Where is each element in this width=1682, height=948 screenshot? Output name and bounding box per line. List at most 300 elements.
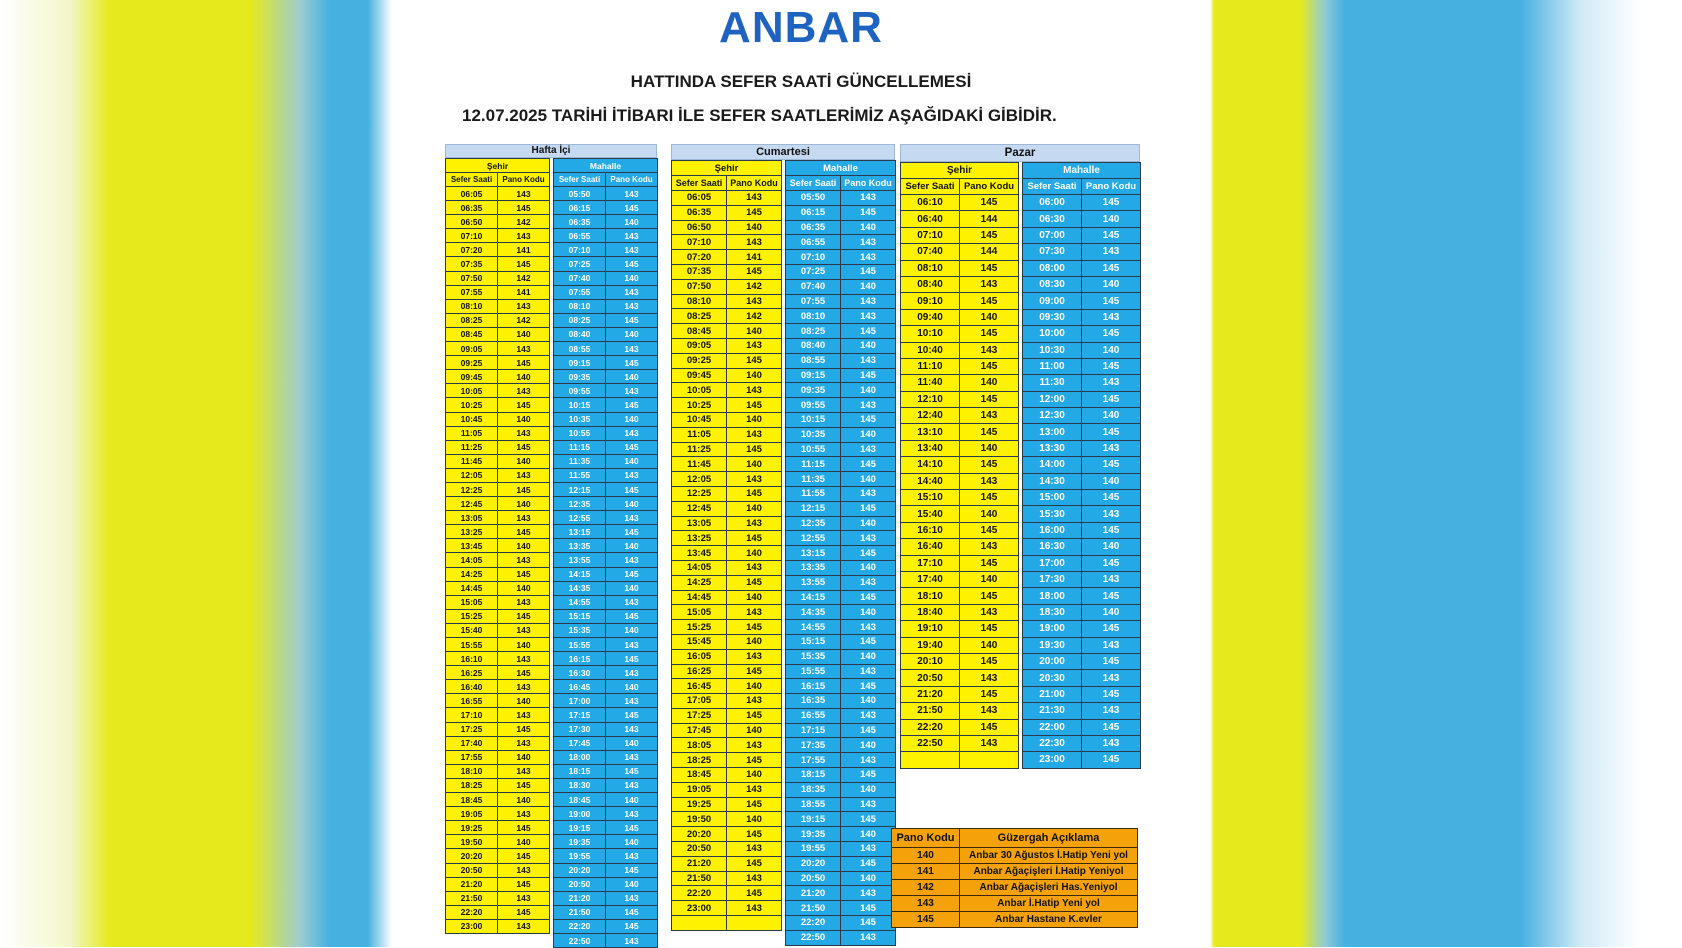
table-row bbox=[672, 324, 782, 339]
table-row bbox=[672, 546, 782, 561]
departure-time: 08:25 bbox=[446, 313, 498, 327]
table-row bbox=[901, 309, 1019, 325]
departure-time: 07:40 bbox=[554, 271, 606, 285]
table-row bbox=[554, 271, 658, 285]
departure-time: 21:20 bbox=[446, 877, 498, 891]
departure-time: 18:00 bbox=[1023, 588, 1082, 604]
departure-time: 18:30 bbox=[1023, 604, 1082, 620]
table-row bbox=[786, 338, 896, 353]
route-code: 143 bbox=[1082, 506, 1141, 522]
route-code: 140 bbox=[606, 370, 658, 384]
group-label: Mahalle bbox=[786, 161, 896, 176]
route-code: 145 bbox=[1082, 195, 1141, 211]
departure-time: 07:00 bbox=[1023, 227, 1082, 243]
route-code: 145 bbox=[727, 575, 782, 590]
departure-time: 06:05 bbox=[446, 187, 498, 201]
day-header: Pazar bbox=[900, 144, 1140, 162]
route-code: 143 bbox=[498, 680, 550, 694]
departure-time: 09:55 bbox=[554, 384, 606, 398]
departure-time: 07:40 bbox=[901, 244, 960, 260]
table-row bbox=[1023, 522, 1141, 538]
table-row bbox=[1023, 276, 1141, 292]
departure-time: 18:25 bbox=[446, 778, 498, 792]
route-code: 145 bbox=[727, 886, 782, 901]
route-code: 140 bbox=[498, 327, 550, 341]
table-row bbox=[554, 793, 658, 807]
route-code: 140 bbox=[960, 309, 1019, 325]
route-code: 145 bbox=[606, 652, 658, 666]
route-code: 145 bbox=[841, 812, 896, 827]
table-row bbox=[1023, 571, 1141, 587]
route-code: 143 bbox=[841, 575, 896, 590]
route-code: 140 bbox=[841, 827, 896, 842]
departure-time: 20:50 bbox=[554, 877, 606, 891]
route-code: 143 bbox=[1082, 637, 1141, 653]
route-code: 140 bbox=[606, 539, 658, 553]
route-code: 143 bbox=[727, 605, 782, 620]
table-row bbox=[901, 539, 1019, 555]
departure-time: 07:55 bbox=[554, 285, 606, 299]
departure-time: 17:55 bbox=[786, 753, 841, 768]
table-row bbox=[446, 342, 550, 356]
route-code: 140 bbox=[1082, 473, 1141, 489]
departure-time: 19:55 bbox=[554, 849, 606, 863]
table-row bbox=[672, 901, 782, 916]
route-code: 140 bbox=[498, 497, 550, 511]
legend-header-row bbox=[892, 829, 1138, 848]
route-code: 143 bbox=[727, 338, 782, 353]
departure-time: 14:05 bbox=[672, 560, 727, 575]
route-code: 140 bbox=[498, 793, 550, 807]
departure-time: 20:20 bbox=[554, 863, 606, 877]
table-row bbox=[786, 901, 896, 916]
table-row bbox=[786, 235, 896, 250]
route-code: 145 bbox=[606, 398, 658, 412]
route-code: 145 bbox=[498, 356, 550, 370]
departure-time: 17:55 bbox=[446, 750, 498, 764]
table-row bbox=[672, 309, 782, 324]
departure-time: 19:55 bbox=[786, 842, 841, 857]
route-code: 143 bbox=[1082, 440, 1141, 456]
departure-time: 22:20 bbox=[901, 719, 960, 735]
route-code: 145 bbox=[498, 722, 550, 736]
departure-time: 12:45 bbox=[672, 501, 727, 516]
table-row bbox=[786, 856, 896, 871]
route-code: 145 bbox=[727, 353, 782, 368]
departure-time: 19:50 bbox=[446, 835, 498, 849]
departure-time: 15:05 bbox=[446, 595, 498, 609]
route-code: 143 bbox=[606, 666, 658, 680]
route-code: 140 bbox=[960, 506, 1019, 522]
table-row bbox=[554, 370, 658, 384]
table-row bbox=[672, 782, 782, 797]
departure-time: 15:35 bbox=[786, 649, 841, 664]
table-row bbox=[446, 468, 550, 482]
table-row bbox=[672, 649, 782, 664]
departure-time: 07:25 bbox=[554, 257, 606, 271]
route-code: 143 bbox=[498, 426, 550, 440]
departure-time: 10:45 bbox=[446, 412, 498, 426]
departure-time: 16:25 bbox=[446, 666, 498, 680]
table-row bbox=[446, 778, 550, 792]
departure-time: 18:35 bbox=[786, 782, 841, 797]
departure-time: 09:05 bbox=[672, 338, 727, 353]
table-row bbox=[446, 454, 550, 468]
table-row bbox=[446, 764, 550, 778]
departure-time: 14:45 bbox=[672, 590, 727, 605]
departure-time: 11:45 bbox=[672, 457, 727, 472]
departure-time: 17:15 bbox=[554, 708, 606, 722]
table-row bbox=[1023, 735, 1141, 751]
route-code: 145 bbox=[727, 398, 782, 413]
departure-time: 18:05 bbox=[672, 738, 727, 753]
departure-time: 12:35 bbox=[554, 497, 606, 511]
column-header-sefer: Sefer Saati bbox=[1023, 179, 1082, 195]
route-code: 143 bbox=[498, 891, 550, 905]
departure-time: 10:25 bbox=[672, 398, 727, 413]
table-row bbox=[554, 595, 658, 609]
table-row bbox=[786, 516, 896, 531]
departure-time: 07:50 bbox=[672, 279, 727, 294]
route-code: 143 bbox=[960, 670, 1019, 686]
table-row bbox=[446, 299, 550, 313]
table-row bbox=[901, 637, 1019, 653]
route-code: 143 bbox=[606, 229, 658, 243]
table-row bbox=[446, 666, 550, 680]
table-row bbox=[554, 736, 658, 750]
departure-time: 22:20 bbox=[786, 916, 841, 931]
column-header-row bbox=[901, 179, 1019, 195]
departure-time: 08:25 bbox=[786, 324, 841, 339]
departure-time: 12:55 bbox=[554, 511, 606, 525]
table-row bbox=[554, 525, 658, 539]
route-code: 140 bbox=[606, 412, 658, 426]
departure-time: 11:40 bbox=[901, 375, 960, 391]
table-row bbox=[1023, 506, 1141, 522]
departure-time: 05:50 bbox=[554, 187, 606, 201]
table-row bbox=[1023, 424, 1141, 440]
route-code bbox=[960, 752, 1019, 768]
route-code: 145 bbox=[1082, 391, 1141, 407]
route-code: 145 bbox=[1082, 260, 1141, 276]
route-code: 145 bbox=[606, 482, 658, 496]
table-row bbox=[1023, 604, 1141, 620]
table-row bbox=[554, 243, 658, 257]
table-row bbox=[554, 708, 658, 722]
route-code: 145 bbox=[606, 201, 658, 215]
table-row bbox=[446, 482, 550, 496]
table-row bbox=[786, 250, 896, 265]
departure-time: 15:00 bbox=[1023, 490, 1082, 506]
table-row bbox=[672, 398, 782, 413]
table-row bbox=[554, 454, 658, 468]
departure-time: 14:30 bbox=[1023, 473, 1082, 489]
route-code: 140 bbox=[498, 581, 550, 595]
departure-time: 17:35 bbox=[786, 738, 841, 753]
departure-time: 20:00 bbox=[1023, 653, 1082, 669]
table-row bbox=[446, 553, 550, 567]
departure-time: 10:15 bbox=[786, 412, 841, 427]
departure-time: 16:10 bbox=[446, 652, 498, 666]
timetable-sehir bbox=[900, 162, 1019, 769]
table-row bbox=[672, 220, 782, 235]
column-header-pano: Pano Kodu bbox=[727, 176, 782, 191]
departure-time: 06:40 bbox=[901, 211, 960, 227]
subtitle-update: HATTINDA SEFER SAATİ GÜNCELLEMESİ bbox=[630, 72, 972, 91]
route-code: 143 bbox=[841, 531, 896, 546]
route-code: 145 bbox=[727, 620, 782, 635]
table-row bbox=[1023, 621, 1141, 637]
table-row bbox=[786, 842, 896, 857]
departure-time: 20:30 bbox=[1023, 670, 1082, 686]
departure-time: 19:15 bbox=[554, 821, 606, 835]
route-code: 140 bbox=[1082, 539, 1141, 555]
departure-time bbox=[672, 916, 727, 931]
departure-time: 18:00 bbox=[554, 750, 606, 764]
departure-time: 08:40 bbox=[786, 338, 841, 353]
legend-code: 141 bbox=[892, 864, 960, 880]
table-row bbox=[554, 750, 658, 764]
departure-time: 09:25 bbox=[672, 353, 727, 368]
table-row bbox=[446, 440, 550, 454]
legend-header-code: Pano Kodu bbox=[892, 829, 960, 848]
column-header-row bbox=[1023, 179, 1141, 195]
table-row bbox=[1023, 195, 1141, 211]
route-code: 143 bbox=[727, 560, 782, 575]
table-row bbox=[672, 191, 782, 206]
departure-time: 12:30 bbox=[1023, 408, 1082, 424]
departure-time: 11:05 bbox=[672, 427, 727, 442]
departure-time: 16:55 bbox=[786, 708, 841, 723]
table-row bbox=[786, 827, 896, 842]
table-row bbox=[901, 440, 1019, 456]
departure-time: 19:00 bbox=[554, 807, 606, 821]
route-code: 140 bbox=[606, 581, 658, 595]
table-row bbox=[554, 849, 658, 863]
route-code: 143 bbox=[727, 694, 782, 709]
table-row bbox=[901, 522, 1019, 538]
legend-code: 143 bbox=[892, 896, 960, 912]
route-code: 143 bbox=[841, 309, 896, 324]
departure-time: 19:25 bbox=[446, 821, 498, 835]
route-code: 140 bbox=[606, 793, 658, 807]
route-code: 145 bbox=[960, 555, 1019, 571]
table-row bbox=[901, 703, 1019, 719]
table-row bbox=[672, 353, 782, 368]
table-row bbox=[554, 623, 658, 637]
route-code: 143 bbox=[498, 736, 550, 750]
table-row bbox=[786, 353, 896, 368]
route-code: 143 bbox=[606, 285, 658, 299]
table-row bbox=[786, 294, 896, 309]
table-row bbox=[554, 313, 658, 327]
route-code: 144 bbox=[960, 211, 1019, 227]
route-code: 145 bbox=[841, 368, 896, 383]
table-row bbox=[554, 497, 658, 511]
departure-time: 06:50 bbox=[672, 220, 727, 235]
route-code: 140 bbox=[841, 738, 896, 753]
table-row bbox=[901, 211, 1019, 227]
table-row bbox=[901, 195, 1019, 211]
departure-time: 09:40 bbox=[901, 309, 960, 325]
timetable-sehir bbox=[671, 160, 782, 931]
table-row bbox=[901, 326, 1019, 342]
schedule-poster bbox=[392, 0, 1210, 947]
departure-time: 09:25 bbox=[446, 356, 498, 370]
route-code: 143 bbox=[727, 427, 782, 442]
route-code: 145 bbox=[727, 856, 782, 871]
departure-time: 06:35 bbox=[672, 205, 727, 220]
table-row bbox=[901, 506, 1019, 522]
table-row bbox=[786, 916, 896, 931]
route-code: 143 bbox=[960, 539, 1019, 555]
route-code: 140 bbox=[841, 516, 896, 531]
table-row bbox=[1023, 473, 1141, 489]
group-header-row bbox=[786, 161, 896, 176]
route-code: 140 bbox=[727, 590, 782, 605]
route-code: 143 bbox=[960, 735, 1019, 751]
route-code: 143 bbox=[727, 871, 782, 886]
departure-time: 07:10 bbox=[672, 235, 727, 250]
route-code: 145 bbox=[498, 567, 550, 581]
table-row bbox=[1023, 391, 1141, 407]
departure-time: 05:50 bbox=[786, 191, 841, 206]
route-code: 143 bbox=[841, 708, 896, 723]
table-row bbox=[786, 738, 896, 753]
departure-time: 10:25 bbox=[446, 398, 498, 412]
departure-time: 13:15 bbox=[554, 525, 606, 539]
table-row bbox=[446, 623, 550, 637]
table-row bbox=[786, 871, 896, 886]
departure-time: 23:00 bbox=[672, 901, 727, 916]
departure-time: 09:55 bbox=[786, 398, 841, 413]
table-row bbox=[672, 842, 782, 857]
route-code: 140 bbox=[498, 694, 550, 708]
route-code: 145 bbox=[1082, 752, 1141, 768]
table-row bbox=[554, 201, 658, 215]
table-row bbox=[554, 511, 658, 525]
departure-time: 21:30 bbox=[1023, 703, 1082, 719]
table-row bbox=[786, 694, 896, 709]
group-header-row bbox=[1023, 163, 1141, 179]
table-row bbox=[554, 652, 658, 666]
route-code: 140 bbox=[960, 571, 1019, 587]
column-header-sefer: Sefer Saati bbox=[446, 173, 498, 187]
departure-time: 17:00 bbox=[1023, 555, 1082, 571]
departure-time: 07:10 bbox=[786, 250, 841, 265]
departure-time: 13:55 bbox=[786, 575, 841, 590]
legend-row bbox=[892, 864, 1138, 880]
route-code: 143 bbox=[606, 553, 658, 567]
departure-time: 08:30 bbox=[1023, 276, 1082, 292]
table-row bbox=[446, 609, 550, 623]
table-row bbox=[786, 753, 896, 768]
departure-time: 22:00 bbox=[1023, 719, 1082, 735]
route-code: 143 bbox=[841, 797, 896, 812]
route-code: 143 bbox=[498, 468, 550, 482]
route-code: 140 bbox=[606, 680, 658, 694]
table-row bbox=[786, 679, 896, 694]
table-row bbox=[786, 531, 896, 546]
departure-time: 20:50 bbox=[786, 871, 841, 886]
table-row bbox=[672, 723, 782, 738]
table-row bbox=[554, 299, 658, 313]
departure-time: 14:15 bbox=[554, 567, 606, 581]
legend-route: Anbar İ.Hatip Yeni yol bbox=[960, 896, 1138, 912]
route-code: 140 bbox=[841, 338, 896, 353]
table-row bbox=[786, 191, 896, 206]
route-code: 145 bbox=[498, 849, 550, 863]
route-code: 145 bbox=[606, 863, 658, 877]
legend-route: Anbar Hastane K.evler bbox=[960, 912, 1138, 928]
departure-time: 14:00 bbox=[1023, 457, 1082, 473]
departure-time: 11:45 bbox=[446, 454, 498, 468]
table-row bbox=[446, 229, 550, 243]
table-row bbox=[786, 383, 896, 398]
route-code: 143 bbox=[606, 933, 658, 947]
departure-time: 10:00 bbox=[1023, 326, 1082, 342]
route-code: 143 bbox=[727, 516, 782, 531]
table-row bbox=[446, 539, 550, 553]
departure-time: 11:10 bbox=[901, 358, 960, 374]
route-code: 145 bbox=[498, 201, 550, 215]
departure-time: 08:10 bbox=[786, 309, 841, 324]
departure-time: 21:50 bbox=[901, 703, 960, 719]
route-code: 145 bbox=[841, 916, 896, 931]
route-code: 143 bbox=[498, 764, 550, 778]
route-code: 140 bbox=[727, 634, 782, 649]
route-code: 145 bbox=[727, 664, 782, 679]
table-row bbox=[786, 723, 896, 738]
route-code: 145 bbox=[498, 877, 550, 891]
table-row bbox=[446, 849, 550, 863]
column-header-row bbox=[672, 176, 782, 191]
departure-time: 22:50 bbox=[786, 930, 841, 945]
column-header-pano: Pano Kodu bbox=[606, 173, 658, 187]
route-code: 143 bbox=[606, 468, 658, 482]
route-code: 142 bbox=[727, 309, 782, 324]
departure-time: 11:55 bbox=[786, 486, 841, 501]
table-row bbox=[446, 793, 550, 807]
route-code: 143 bbox=[498, 342, 550, 356]
route-code: 140 bbox=[606, 623, 658, 637]
route-code: 143 bbox=[498, 708, 550, 722]
route-code: 145 bbox=[606, 919, 658, 933]
route-code: 143 bbox=[841, 353, 896, 368]
table-row bbox=[554, 426, 658, 440]
route-code: 140 bbox=[606, 215, 658, 229]
table-row bbox=[554, 384, 658, 398]
route-code: 145 bbox=[727, 442, 782, 457]
legend-row bbox=[892, 880, 1138, 896]
column-header-pano: Pano Kodu bbox=[1082, 179, 1141, 195]
route-code: 143 bbox=[727, 191, 782, 206]
route-code: 143 bbox=[727, 383, 782, 398]
legend-code: 145 bbox=[892, 912, 960, 928]
departure-time: 09:30 bbox=[1023, 309, 1082, 325]
route-code: 145 bbox=[841, 634, 896, 649]
table-row bbox=[672, 294, 782, 309]
legend-route: Anbar Ağaçişleri Has.Yeniyol bbox=[960, 880, 1138, 896]
departure-time: 06:55 bbox=[554, 229, 606, 243]
departure-time: 21:50 bbox=[672, 871, 727, 886]
departure-time: 13:25 bbox=[672, 531, 727, 546]
departure-time: 21:20 bbox=[786, 886, 841, 901]
route-code: 143 bbox=[606, 750, 658, 764]
route-code: 143 bbox=[841, 753, 896, 768]
table-row bbox=[786, 486, 896, 501]
table-row bbox=[672, 620, 782, 635]
